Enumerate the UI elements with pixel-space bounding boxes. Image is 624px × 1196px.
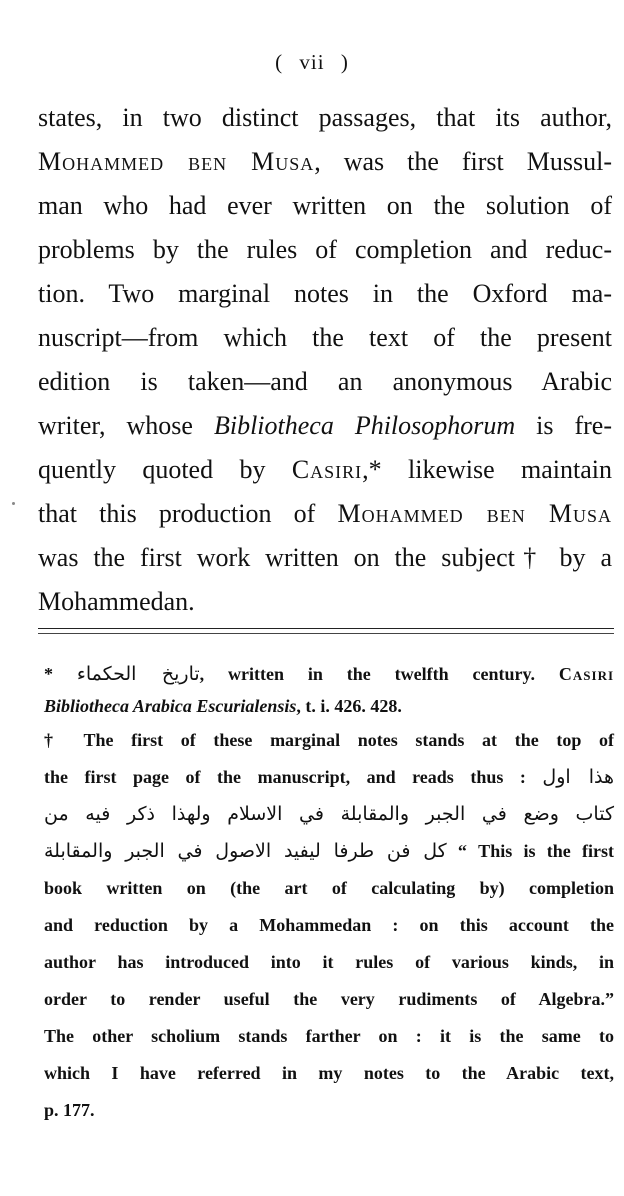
- paper-speck: [12, 502, 15, 505]
- text-span: ,* likewise maintain: [362, 455, 612, 484]
- footnote-line: [44, 907, 614, 944]
- footnotes: [44, 658, 614, 1129]
- text-span: the first page of the manuscript, and reads thus :: [44, 767, 526, 787]
- text-span: author has introduced into it rules of various kinds, in: [44, 952, 614, 972]
- text-span: is fre-: [515, 411, 613, 440]
- text-span: that this production of: [38, 499, 338, 528]
- text-span: which I have referred in my notes to the Arabic text,: [44, 1063, 614, 1083]
- body-line: [38, 184, 612, 228]
- text-span: tion. Two marginal notes in the Oxford ma-: [38, 279, 612, 308]
- text-span: † The first of these marginal notes stands at the top of: [44, 730, 614, 750]
- text-span: p. 177.: [44, 1100, 95, 1120]
- body-line: [38, 448, 612, 492]
- arabic-text: تاريخ الحكماء: [76, 663, 200, 685]
- footnote-rule-thin: [38, 633, 614, 634]
- page-number: ( vii ): [275, 50, 349, 74]
- footnote-line: [44, 658, 614, 690]
- footnote-line: [44, 1092, 614, 1129]
- body-line: [38, 316, 612, 360]
- arabic-text: هذا اول: [542, 766, 614, 788]
- footnote-line: [44, 1055, 614, 1092]
- body-line: [38, 580, 612, 624]
- footnote-line: [44, 796, 614, 833]
- text-span: was the first work written on the subject† by a: [38, 543, 612, 572]
- footnote-line: [44, 690, 614, 722]
- footnote-line: [44, 722, 614, 759]
- footnote-rule: [38, 628, 614, 629]
- text-span: , t. i. 426. 428.: [296, 696, 402, 716]
- text-span: nuscript—from which the text of the present: [38, 323, 612, 352]
- text-span: , was the first Mussul-: [314, 147, 612, 176]
- footnote-line: [44, 833, 614, 870]
- author-name: Mohammed ben Musa: [337, 499, 612, 528]
- author-name: Mohammed ben Musa: [38, 147, 315, 176]
- body-text: [38, 96, 612, 624]
- text-span: writer, whose: [38, 411, 214, 440]
- book-title: Bibliotheca Philosophorum: [213, 411, 516, 440]
- footnote-marker: *: [44, 664, 53, 684]
- text-span: book written on (the art of calculating by) completion: [44, 878, 614, 898]
- body-line: [38, 272, 612, 316]
- text-span: problems by the rules of completion and reduc-: [38, 235, 612, 264]
- author-name: Casiri: [558, 664, 615, 684]
- text-span: Mohammedan.: [38, 587, 195, 616]
- arabic-text: كل فن طرفا ليفيد الاصول في الجبر والمقابلة: [44, 840, 447, 862]
- body-line: [38, 492, 612, 536]
- body-line: [38, 404, 612, 448]
- text-span: states, in two distinct passages, that its author,: [38, 103, 612, 132]
- body-line: [38, 228, 612, 272]
- body-line: [38, 140, 612, 184]
- footnote-line: [44, 759, 614, 796]
- footnote-line: [44, 944, 614, 981]
- text-span: order to render useful the very rudiments of Algebra.”: [44, 989, 614, 1009]
- text-span: The other scholium stands farther on : it is the same to: [44, 1026, 614, 1046]
- text-span: quently quoted by: [38, 455, 292, 484]
- body-line: [38, 536, 612, 580]
- body-line: [38, 96, 612, 140]
- author-name: Casiri: [291, 455, 363, 484]
- footnote-line: [44, 1018, 614, 1055]
- body-line: [38, 360, 612, 404]
- book-title: Bibliotheca Arabica Escurialensis: [44, 696, 297, 716]
- text-span: edition is taken—and an anonymous Arabic: [38, 367, 612, 396]
- arabic-text: كتاب وضع في الجبر والمقابلة في الاسلام ولهذا ذكر فيه من: [44, 803, 614, 825]
- text-span: man who had ever written on the solution of: [38, 191, 612, 220]
- text-span: and reduction by a Mohammedan : on this account the: [44, 915, 614, 935]
- footnote-line: [44, 981, 614, 1018]
- text-span: “ This is the first: [457, 841, 614, 861]
- text-span: , written in the twelfth century.: [199, 664, 535, 684]
- footnote-line: [44, 870, 614, 907]
